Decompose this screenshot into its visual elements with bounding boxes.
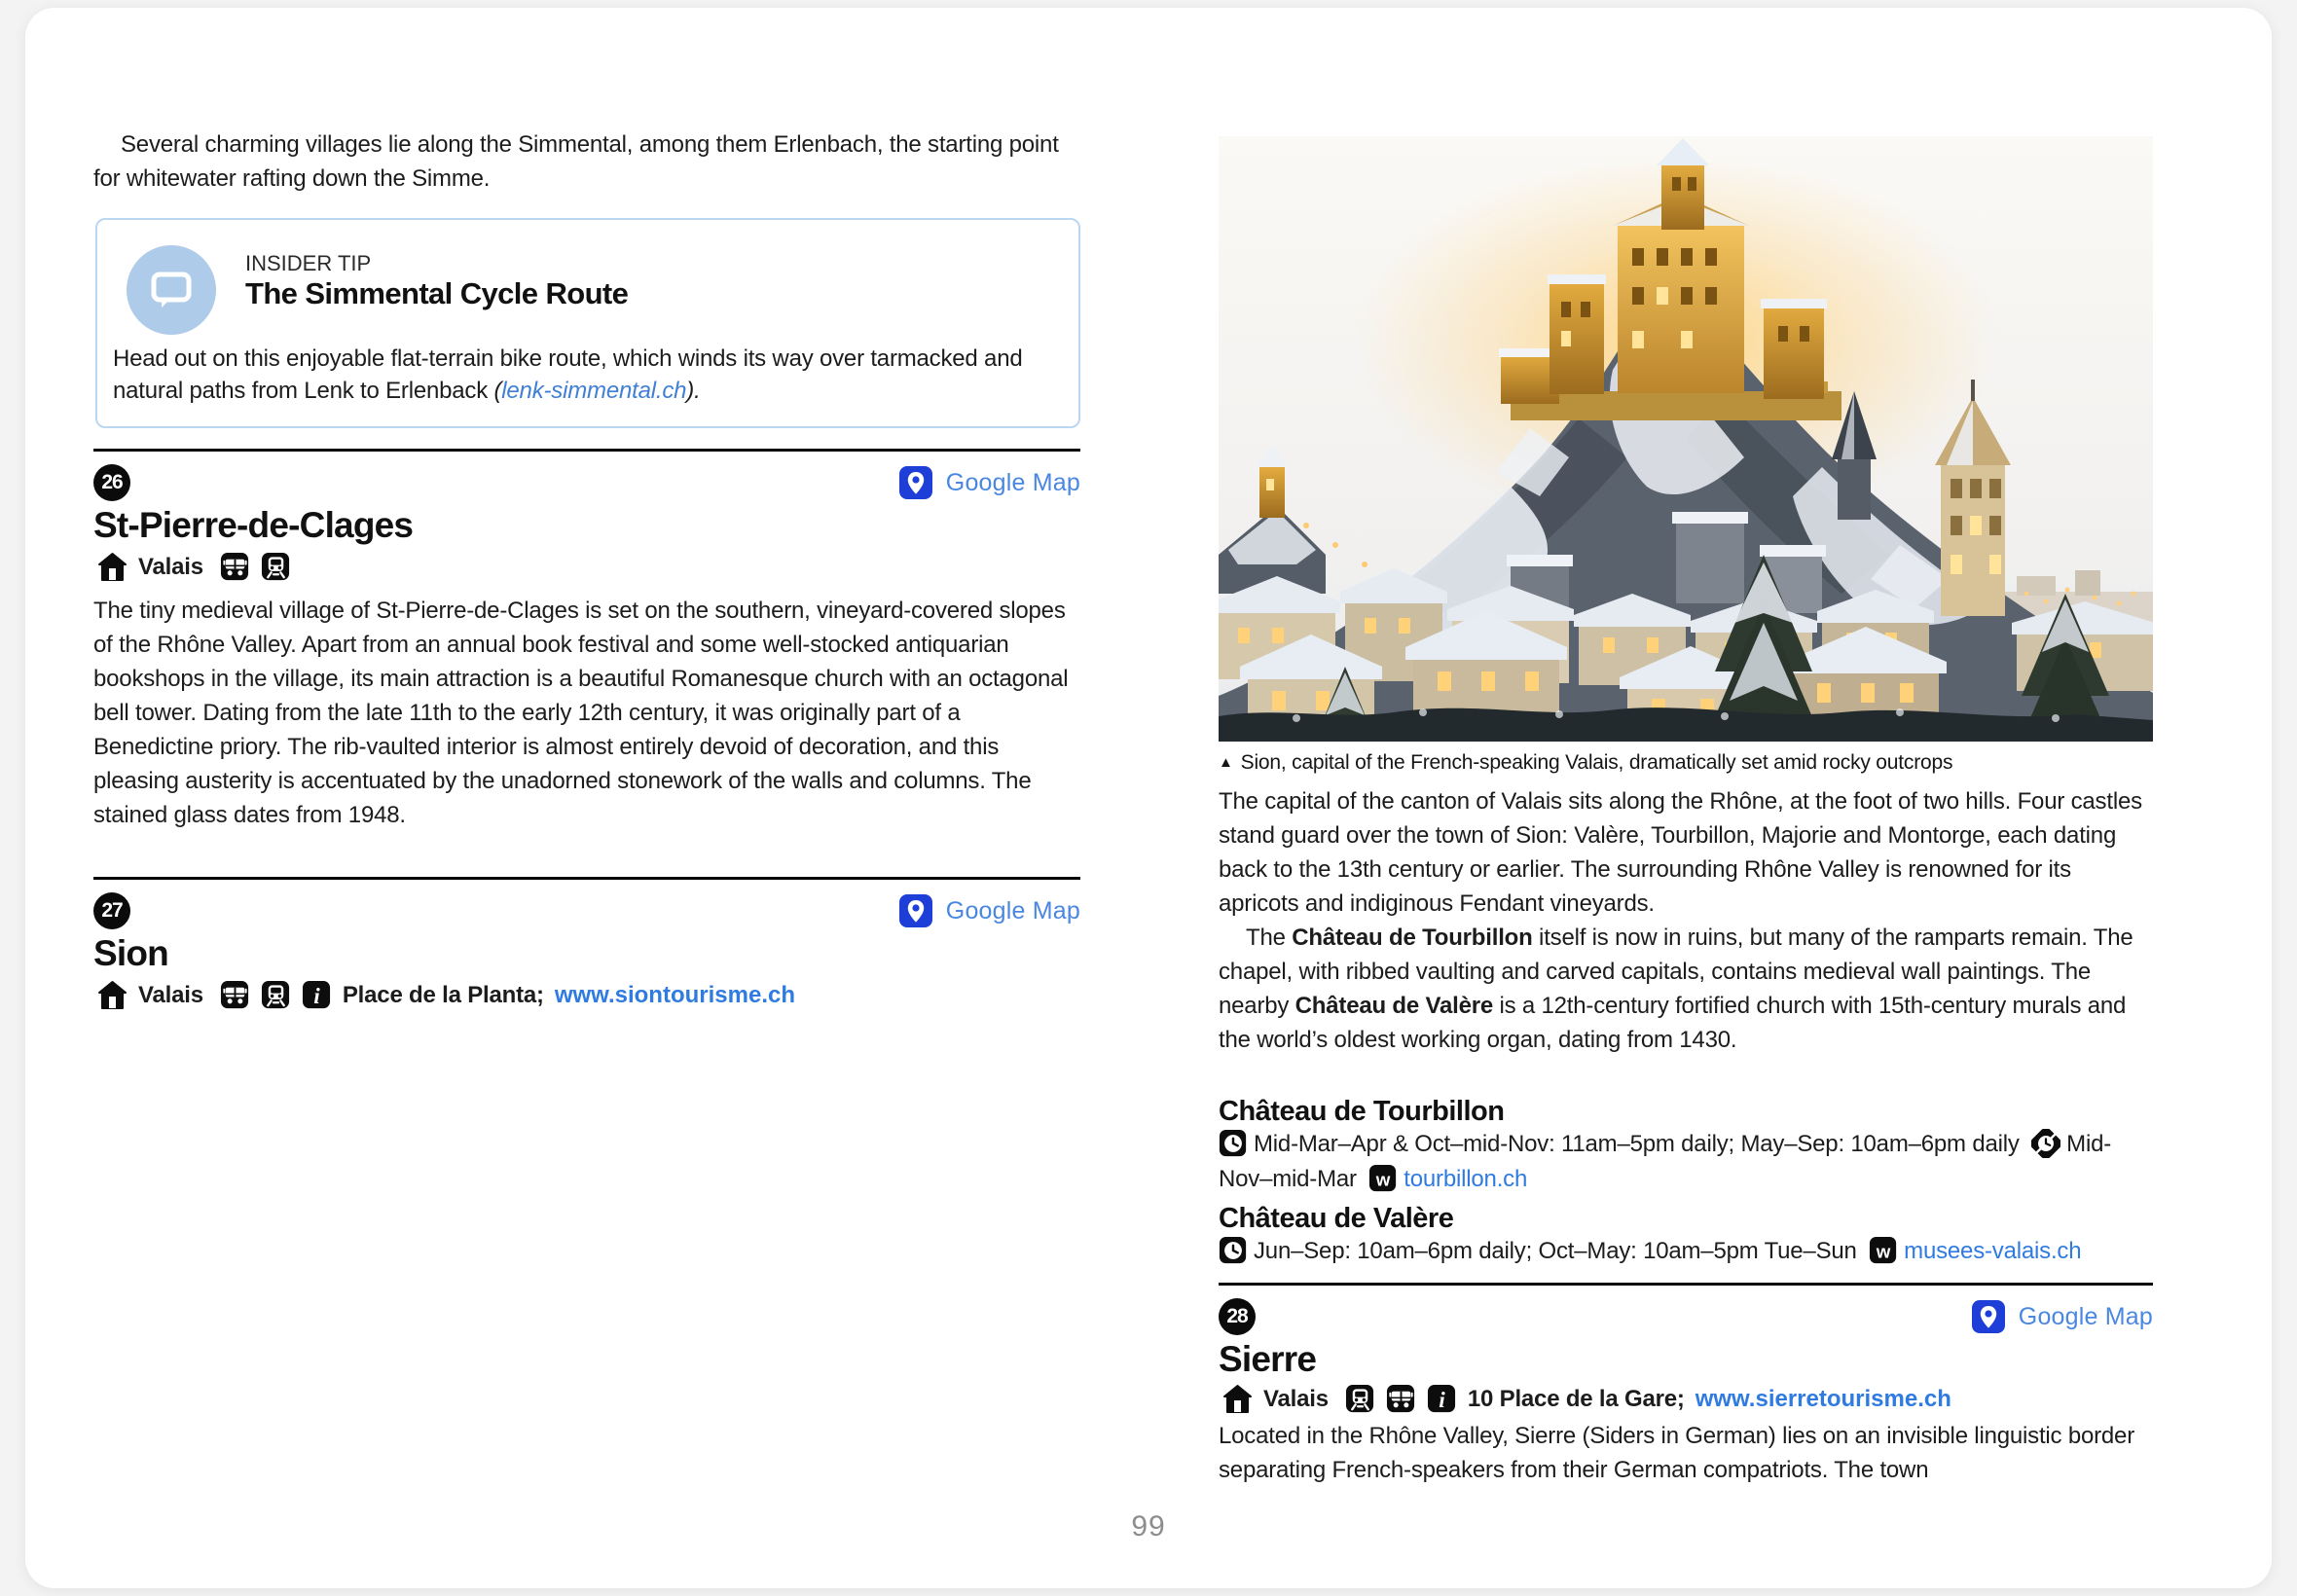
clock-icon [1219,1236,1248,1265]
tip-link[interactable]: lenk-simmental.ch [501,378,687,404]
entry26-number-badge: 26 [93,464,130,501]
para2-text: is a 12th-century fortified church with 15th-century murals and the world’s oldest working organ, dating from 1430. [1219,993,2127,1053]
entry28-address: 10 Place de la Gare; [1467,1385,1685,1412]
entry26-title: St-Pierre-de-Clages [93,505,414,545]
google-map-label[interactable]: Google Map [2018,1302,2153,1330]
google-map-label[interactable]: Google Map [945,896,1080,925]
valere-heading: Château de Valère [1219,1203,1454,1234]
valere-hours [1219,1234,2155,1269]
entry26-header [93,464,1080,501]
entry28-number-badge: 28 [1219,1298,1256,1335]
info-icon [302,980,332,1010]
entry27-google-map-link[interactable] [899,894,1080,927]
divider [93,449,1080,452]
para2-text: The [1246,925,1293,951]
entry28-body: Located in the Rhône Valley, Sierre (Siders in German) lies on an invisible linguistic border separating French-speakers from their German compatriots. The town [1219,1423,2134,1483]
photo-caption-text: Sion, capital of the French-speaking Valais, dramatically set amid rocky outcrops [1240,751,1953,774]
entry28-website-link[interactable]: www.sierretourisme.ch [1695,1385,1951,1412]
entry26-body: The tiny medieval village of St-Pierre-de-Clages is set on the southern, vineyard-covered slopes of the Rhône Valley. Apart from an annual book festival and some well-stocked antiquarian bookshops in the village, its main attraction is a beautiful Romanesque church with an octagonal bell tower. Dating from the late 11th to the early 12th century, it was originally part of a Benedictine priory. The rib-vaulted interior is almost entirely devoid of decoration, and this pleasing austerity is accentuated by the unadorned stonework of the walls and columns. The stained glass dates from 1948. [93,598,1069,828]
para2-text: itself is now in ruins, but many of the ramparts remain. The chapel, with ribbed vaulting and carved capitals, contains medieval wall paintings. The nearby [1219,925,2133,1019]
tourbillon-hours [1219,1127,2155,1197]
entry26-google-map-link[interactable] [899,466,1080,499]
entry27-title: Sion [93,933,168,973]
train-icon [1345,1384,1375,1414]
entry26-info-row [97,552,291,582]
train-icon [261,980,291,1010]
region-label: Valais [138,553,203,580]
entry28-google-map-link[interactable] [1972,1300,2153,1333]
bus-icon [220,980,250,1010]
region-label: Valais [138,981,203,1008]
tip-body-text: Head out on this enjoyable flat-terrain bike route, which winds its way over tarmacked and natural paths from Lenk to Erlenback [113,345,1023,404]
insider-tip-body [113,343,1063,407]
train-icon [261,552,291,582]
tourbillon-closed-text: Mid-Nov–mid-Mar [1219,1131,2112,1192]
map-pin-icon [899,466,932,499]
entry27-info-row [97,980,795,1010]
entry27-header [93,892,1080,929]
home-icon [97,980,128,1010]
valere-hours-text: Jun–Sep: 10am–6pm daily; Oct–May: 10am–5pm Tue–Sun [1254,1238,1857,1264]
valere-bold: Château de Valère [1294,993,1494,1019]
bus-icon [1386,1384,1416,1414]
speech-bubble-icon [127,245,216,335]
map-pin-icon [1972,1300,2005,1333]
divider [1219,1283,2153,1286]
sion-paragraph-1: The capital of the canton of Valais sits along the Rhône, at the foot of two hills. Four castles stand guard over the town of Sion: Valère, Tourbillon, Majorie and Montorge, each dating back to the 13th century or earlier. The surrounding Rhône Valley is renowned for its apricots and indiginous Fendant vineyards. [1219,788,2142,917]
entry28-header [1219,1298,2153,1335]
website-icon [1368,1164,1398,1193]
insider-tip-kicker: INSIDER TIP [245,251,372,275]
entry27-website-link[interactable]: www.siontourisme.ch [554,981,795,1008]
website-icon [1869,1236,1898,1265]
photo-caption [1219,751,2153,775]
bus-icon [220,552,250,582]
page-number: 99 [1131,1510,1166,1542]
map-pin-icon [899,894,932,927]
region-label: Valais [1263,1385,1329,1412]
divider [93,877,1080,880]
caption-triangle-icon: ▲ [1219,754,1233,771]
intro-paragraph: Several charming villages lie along the Simmental, among them Erlenbach, the starting point for whitewater rafting down the Simme. [93,131,1059,192]
tourbillon-heading: Château de Tourbillon [1219,1096,1505,1127]
sion-photo [1219,136,2153,742]
insider-tip-box [95,218,1080,428]
home-icon [1222,1384,1253,1414]
home-icon [97,552,128,582]
entry28-info-row [1222,1384,1951,1414]
tourbillon-website-link[interactable]: tourbillon.ch [1404,1166,1528,1192]
tip-paren-close: ). [686,378,701,404]
entry28-title: Sierre [1219,1339,1317,1379]
sion-paragraph-2 [1219,921,2155,1057]
google-map-label[interactable]: Google Map [945,468,1080,496]
entry27-address: Place de la Planta; [342,981,544,1008]
valere-website-link[interactable]: musees-valais.ch [1904,1238,2082,1264]
tourbillon-hours-text: Mid-Mar–Apr & Oct–mid-Nov: 11am–5pm daily; May–Sep: 10am–6pm daily [1254,1131,2020,1157]
clock-icon [1219,1129,1248,1158]
tourbillon-bold: Château de Tourbillon [1292,925,1533,951]
tip-paren-open: ( [493,378,502,404]
closed-clock-icon [2031,1129,2060,1158]
insider-tip-title: The Simmental Cycle Route [245,276,629,310]
entry27-number-badge: 27 [93,892,130,929]
info-icon [1427,1384,1457,1414]
